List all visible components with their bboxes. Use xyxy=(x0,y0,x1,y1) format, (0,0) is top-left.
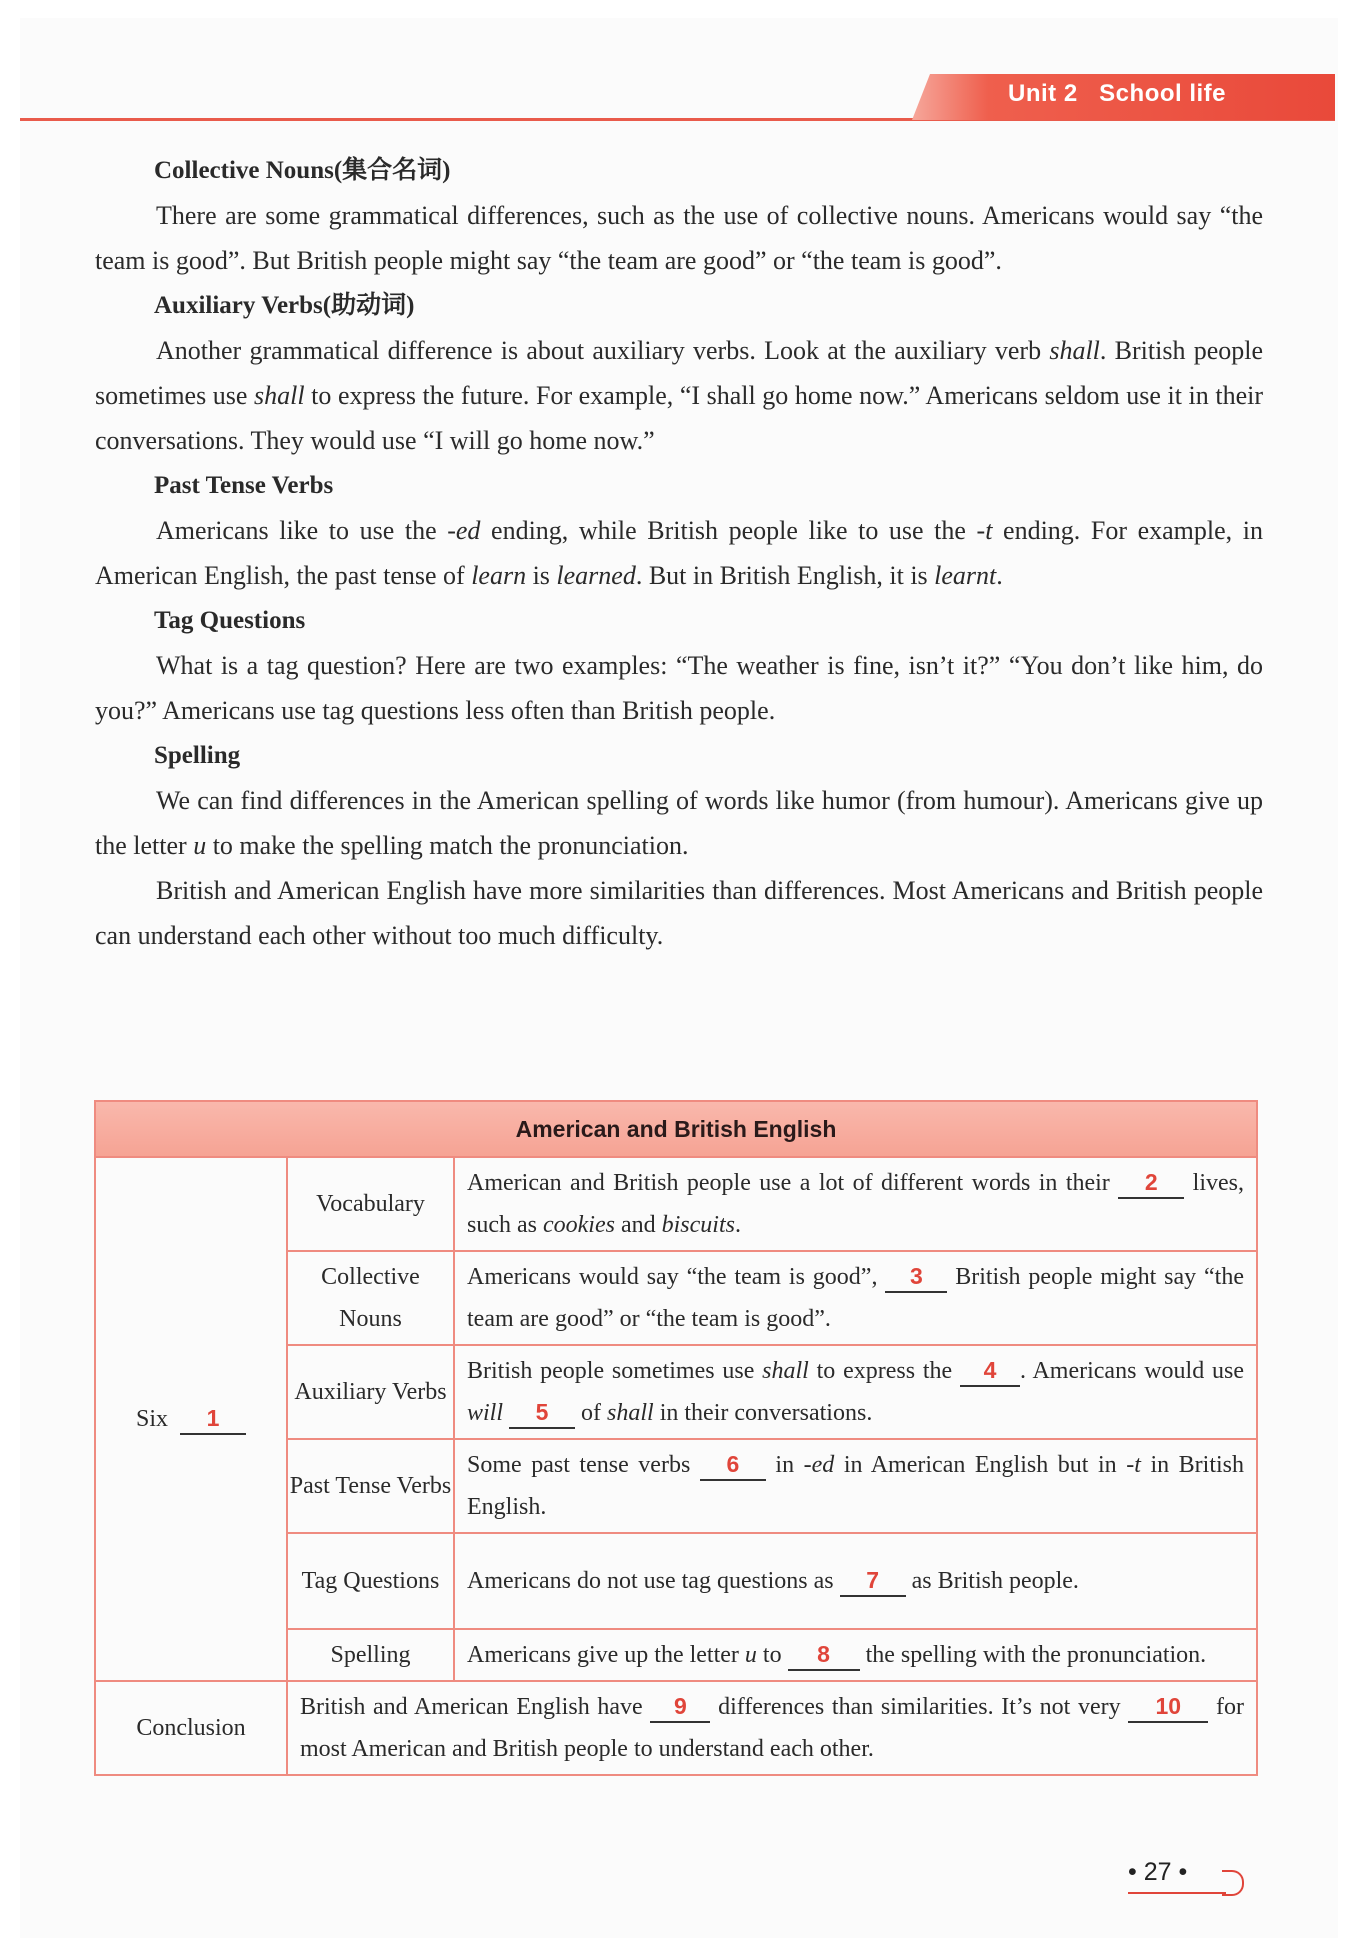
blank-5[interactable]: 5 xyxy=(509,1397,575,1429)
heading-spelling: Spelling xyxy=(154,742,241,769)
blank-3[interactable]: 3 xyxy=(885,1261,947,1293)
comparison-table xyxy=(94,1100,1258,1776)
category-label: Six xyxy=(135,1406,168,1432)
table-row xyxy=(95,1681,1257,1775)
heading-past-tense: Past Tense Verbs xyxy=(154,472,334,499)
table-row xyxy=(95,1157,1257,1251)
paragraph-tag-questions: What is a tag question? Here are two examples: “The weather is fine, isn’t it?” “You don’t like him, do you?” Americans use tag questions less often than British people. xyxy=(95,651,1263,725)
paragraph-spelling: We can find differences in the American spelling of words like humor (from humour). Americans give up the letter u to make the spelling match the pronunciation. xyxy=(95,786,1263,860)
row-desc-collective-nouns: Americans would say “the team is good”, 3 British people might say “the team are good” or “the team is good”. xyxy=(454,1251,1257,1345)
row-label-spelling: Spelling xyxy=(287,1629,454,1681)
page-turn-arrow-icon xyxy=(1222,1870,1244,1896)
blank-10[interactable]: 10 xyxy=(1128,1691,1208,1723)
page-number: • 27 • xyxy=(1128,1858,1188,1886)
row-label-past-tense-verbs: Past Tense Verbs xyxy=(287,1439,454,1533)
row-label-auxiliary-verbs: Auxiliary Verbs xyxy=(287,1345,454,1439)
blank-8[interactable]: 8 xyxy=(788,1639,860,1671)
unit-label: Unit 2 School life xyxy=(1008,80,1227,107)
paragraph-closing: British and American English have more similarities than differences. Most Americans and British people can understand each other without too much difficulty. xyxy=(95,876,1263,950)
paragraph-past-tense: Americans like to use the -ed ending, while British people like to use the -t ending. For example, in American English, the past tense of learn is learned. But in British English, it is learnt. xyxy=(95,516,1263,590)
table-title: American and British English xyxy=(95,1101,1257,1157)
article-body xyxy=(95,148,1263,958)
blank-1[interactable]: 1 xyxy=(180,1403,246,1435)
paragraph-collective-nouns: There are some grammatical differences, such as the use of collective nouns. Americans would say “the team is good”. But British people might say “the team are good” or “the team is good”. xyxy=(95,201,1263,275)
blank-9[interactable]: 9 xyxy=(650,1691,710,1723)
row-desc-vocabulary: American and British people use a lot of different words in their 2 lives, such as cookies and biscuits. xyxy=(454,1157,1257,1251)
blank-6[interactable]: 6 xyxy=(700,1449,766,1481)
conclusion-label: Conclusion xyxy=(95,1681,287,1775)
row-desc-spelling: Americans give up the letter u to 8 the spelling with the pronunciation. xyxy=(454,1629,1257,1681)
row-label-tag-questions: Tag Questions xyxy=(287,1533,454,1629)
row-desc-tag-questions: Americans do not use tag questions as 7 as British people. xyxy=(454,1533,1257,1629)
paragraph-auxiliary-verbs: Another grammatical difference is about auxiliary verbs. Look at the auxiliary verb shall. British people sometimes use shall to express the future. For example, “I shall go home now.” Americans seldom use it in their conversations. They would use “I will go home now.” xyxy=(95,336,1264,455)
heading-auxiliary-verbs: Auxiliary Verbs(助动词) xyxy=(154,292,415,319)
blank-2[interactable]: 2 xyxy=(1118,1167,1184,1199)
row-desc-past-tense-verbs: Some past tense verbs 6 in -ed in American English but in -t in British English. xyxy=(454,1439,1257,1533)
row-label-vocabulary: Vocabulary xyxy=(287,1157,454,1251)
blank-4[interactable]: 4 xyxy=(960,1355,1020,1387)
heading-tag-questions: Tag Questions xyxy=(154,607,306,634)
row-label-collective-nouns: Collective Nouns xyxy=(287,1251,454,1345)
heading-collective-nouns: Collective Nouns(集合名词) xyxy=(154,157,451,184)
footer-rule xyxy=(1128,1892,1226,1894)
category-cell xyxy=(95,1157,287,1681)
row-desc-auxiliary-verbs: British people sometimes use shall to express the 4 . Americans would use will 5 of shall in their conversations. xyxy=(454,1345,1257,1439)
conclusion-desc: British and American English have 9 differences than similarities. It’s not very 10 for most American and British people to understand each other. xyxy=(287,1681,1257,1775)
blank-7[interactable]: 7 xyxy=(840,1565,906,1597)
